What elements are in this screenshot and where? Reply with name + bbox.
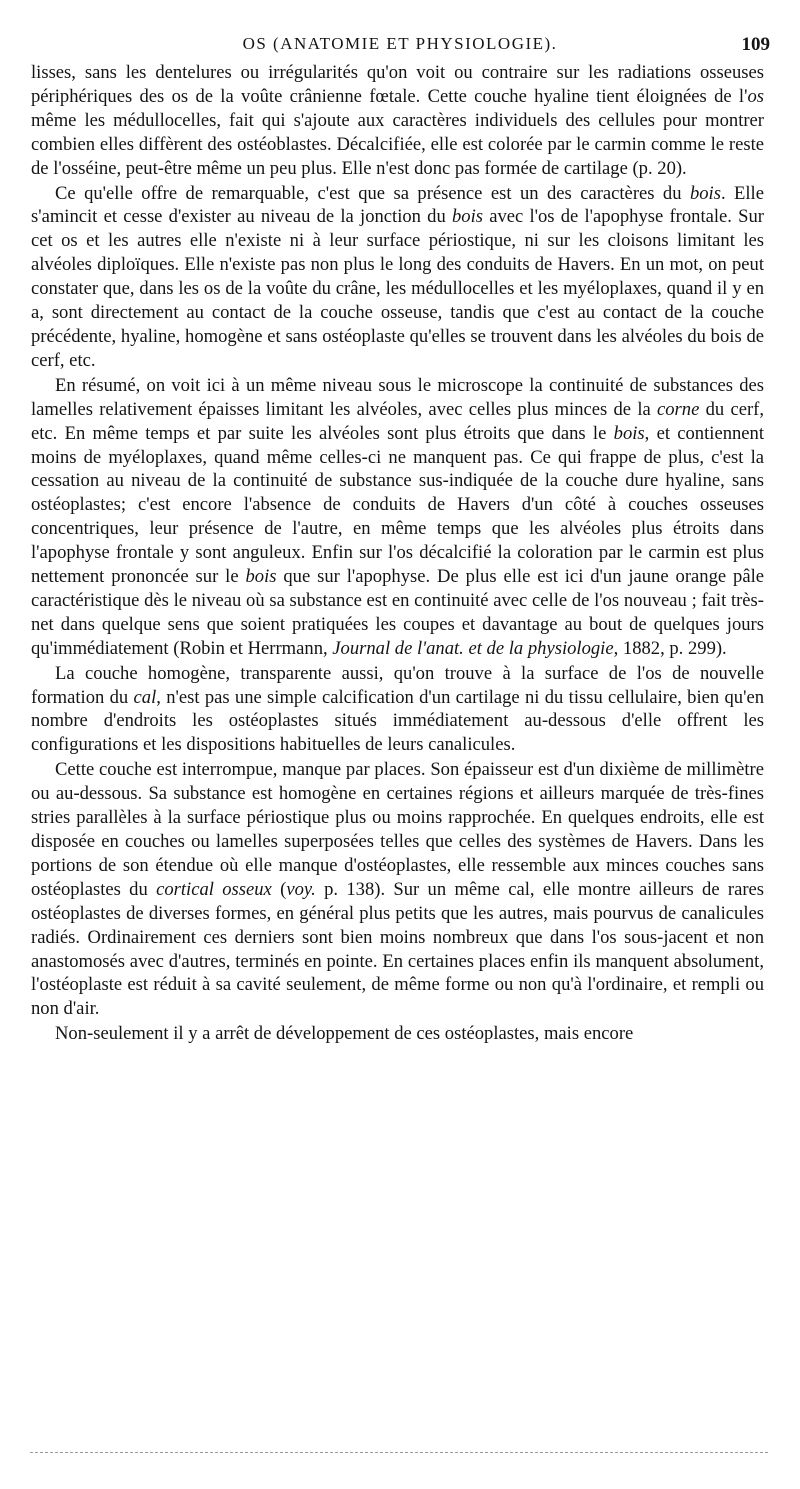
- italic-text: bois: [245, 566, 277, 588]
- text-run: , n'est pas une simple calcification d'un cartilage ni du tissu cellulaire, bien qu'en nombre d'endroits les ostéoplastes situés immédiatement au-dessous d'elle offrent les configurations et les dispositions habituelles de leurs canalicules.: [31, 686, 764, 756]
- text-run: En résumé, on voit ici à un même niveau sous le microscope la continuité de substances des lamelles relativement épaisses limitant les alvéoles, avec celles plus minces de la: [31, 374, 764, 420]
- text-run: lisses, sans les dentelures ou irrégularités qu'on voit ou contraire sur les radiations osseuses périphériques des os de la voûte crânienne fœtale. Cette couche hyaline tient éloignées de l': [31, 62, 764, 107]
- italic-text: bois: [452, 206, 483, 228]
- text-run: , 1882, p. 299).: [613, 637, 727, 659]
- italic-text: cal: [133, 686, 157, 708]
- text-run: Cette couche est interrompue, manque par places. Son épaisseur est d'un dixième de millimètre ou au-dessous. Sa substance est homogène en certaines régions et ailleurs marquée de très-fines stries parallèles à la surface périostique plus ou moins rapprochée. En quelques endroits, elle est disposée en couches ou lamelles superposées telles que celles des systèmes de Havers. Dans les portions de son étendue où elle manque d'ostéoplastes, elle ressemble aux minces couches sans ostéoplastes du: [31, 759, 764, 900]
- text-run: Ce qu'elle offre de remarquable, c'est que sa présence est un des caractères du: [55, 182, 690, 204]
- paragraph: [31, 61, 764, 181]
- text-run: p. 138). Sur un même cal, elle montre ailleurs de rares ostéoplastes de diverses formes, en général plus petits que les autres, mais pourvus de canalicules radiés. Ordinairement ces derniers sont bien moins nombreux que dans l'os sous-jacent et non anastomosés avec d'autres, terminés en pointe. En certaines places enfin ils manquent absolument, l'ostéoplaste est réduit à sa cavité seulement, de même forme ou non qu'à l'ordinaire, et rempli ou non d'air.: [31, 878, 765, 1020]
- body-text: [31, 61, 764, 1047]
- paragraph: [31, 1022, 764, 1046]
- text-run: La couche homogène, transparente aussi, qu'on trouve à la surface de l'os de nouvelle formation du: [31, 662, 764, 708]
- running-head-title: OS (ANATOMIE ET PHYSIOLOGIE).: [242, 34, 558, 53]
- page-number: 109: [741, 34, 770, 55]
- text-run: . Elle s'amincit et cesse d'exister au niveau de la jonction du: [31, 182, 764, 228]
- italic-text: corne: [657, 398, 700, 420]
- text-run: , et contiennent moins de myéloplaxes, quand même celles-ci ne manquent pas. Ce qui frappe de plus, c'est la cessation au niveau de la continuité de substance sus-indiquée de la couche dure hyaline, sans ostéoplastes; c'est encore l'absence de conduits de Havers d'un côté à couches osseuses concentriques, leur présence de l'autre, en même temps que les alvéoles plus étroits dans l'apophyse frontale y sont anguleux. Enfin sur l'os décalcifié la coloration par le carmin est plus nettement prononcée sur le: [31, 422, 765, 588]
- italic-text: os: [747, 85, 764, 107]
- paragraph: [31, 182, 764, 373]
- italic-text: cortical osseux: [156, 878, 272, 900]
- italic-text: Journal de l'anat. et de la physiologie: [332, 637, 614, 659]
- footer-rule: [30, 1452, 768, 1453]
- text-run: du cerf, etc. En même temps et par suite les alvéoles sont plus étroits que dans le: [31, 398, 764, 444]
- italic-text: voy.: [286, 878, 316, 900]
- italic-text: bois: [613, 422, 645, 444]
- text-run: même les médullocelles, fait qui s'ajoute aux caractères individuels des cellules pour montrer combien elles diffèrent des ostéoblastes. Décalcifiée, elle est colorée par le carmin comme le reste de l'osséine, peut-être même un peu plus. Elle n'est donc pas formée de cartilage (p. 20).: [31, 109, 764, 179]
- paragraph: [31, 374, 764, 661]
- paragraph: [31, 758, 764, 1021]
- text-run: que sur l'apophyse. De plus elle est ici d'un jaune orange pâle caractéristique dès le niveau où sa substance est en continuité avec celle de l'os nouveau ; fait très-net dans quelque sens que soient pratiquées les coupes et davantage au bout de quelques jours qu'immédiatement (Robin et Herrmann,: [31, 566, 764, 659]
- running-head: [30, 34, 770, 56]
- text-run: avec l'os de l'apophyse frontale. Sur cet os et les autres elle n'existe ni à leur surface périostique, ni sur les cloisons limitant les alvéoles diploïques. Elle n'existe pas non plus le long des conduits de Havers. En un mot, on peut constater que, dans les os de la voûte du crâne, les médullocelles et les myéloplaxes, quand il y en a, sont directement au contact de la couche osseuse, tandis que c'est au contact de la couche précédente, hyaline, homogène et sans ostéoplaste qu'elles se trouvent dans les alvéoles du bois de cerf, etc.: [31, 206, 764, 371]
- paragraph: [31, 662, 764, 758]
- text-run: Non-seulement il y a arrêt de développement de ces ostéoplastes, mais encore: [55, 1023, 634, 1045]
- italic-text: bois: [689, 182, 721, 204]
- text-run: (: [271, 878, 287, 900]
